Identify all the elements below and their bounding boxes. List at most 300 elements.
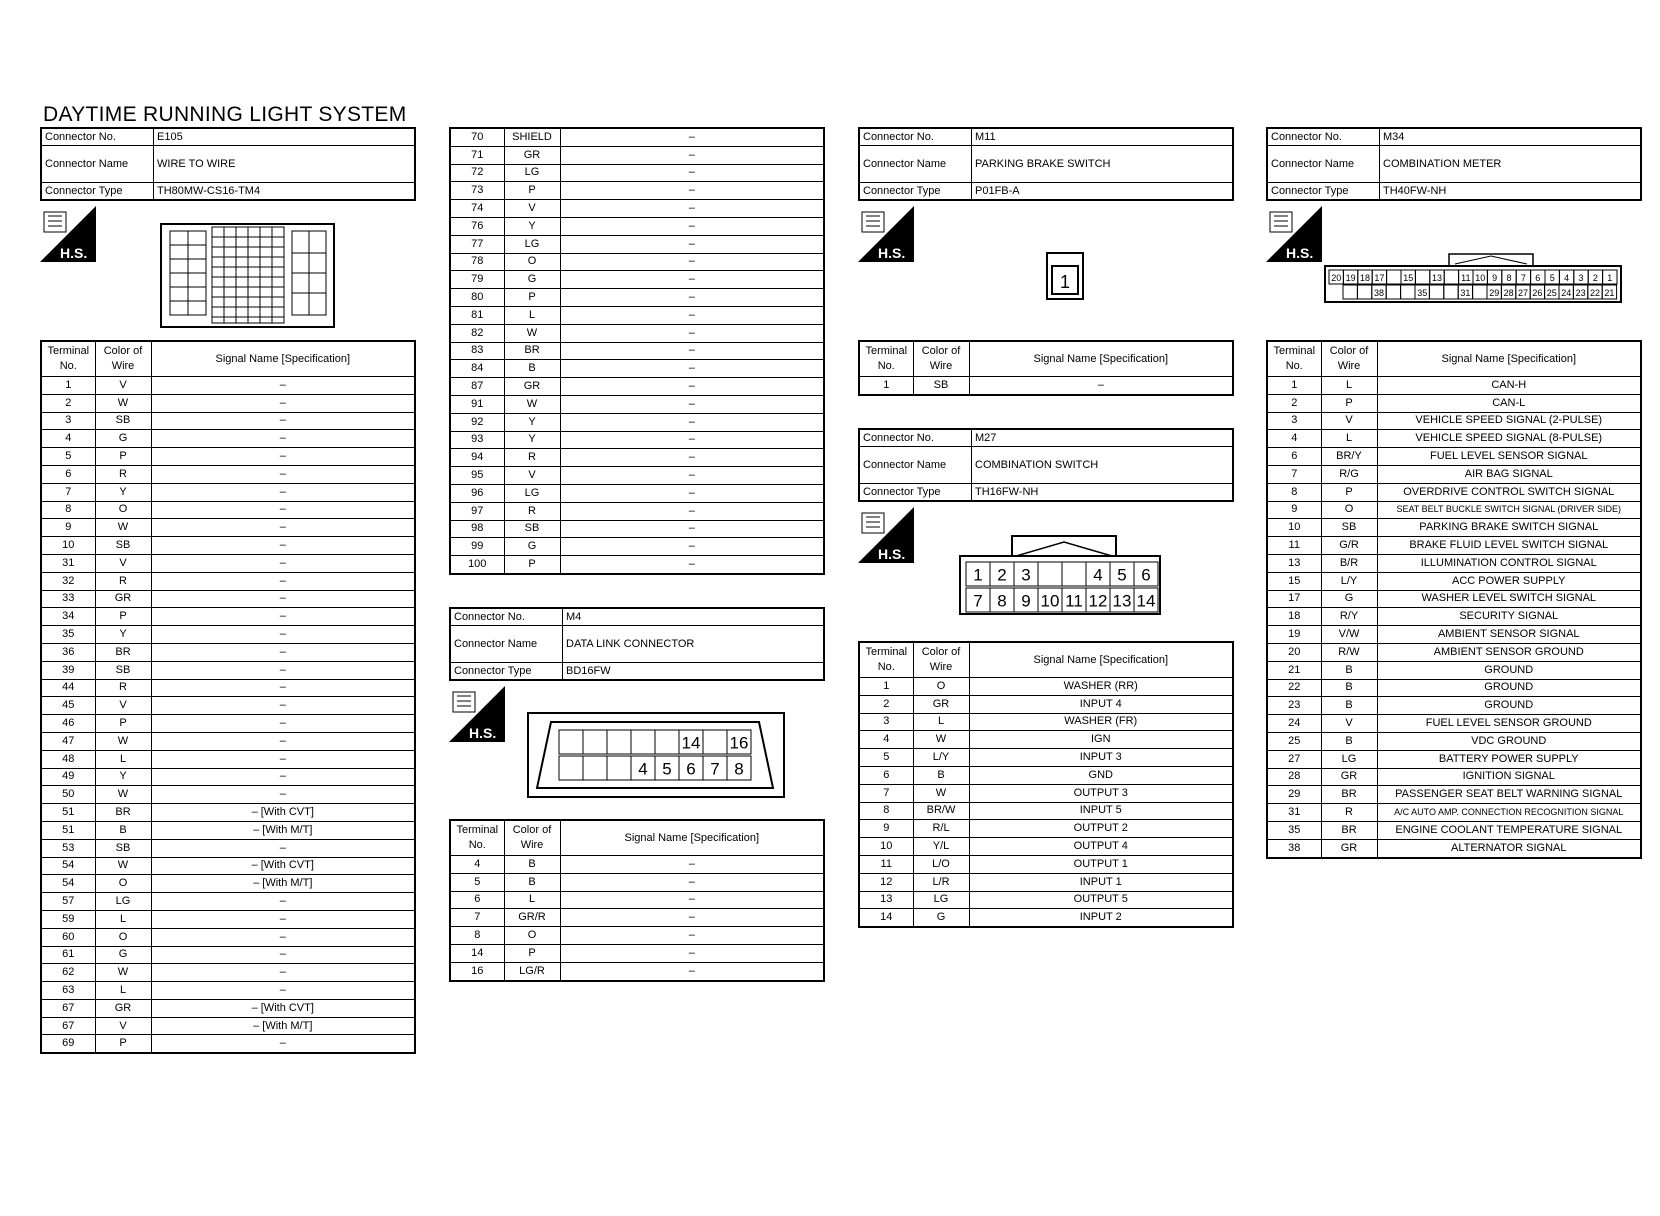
pin-number: 15 (1403, 272, 1414, 283)
pin-number: 16 (729, 733, 749, 753)
terminal-no-cell: 83 (450, 342, 504, 360)
wire-color-cell: Y (95, 768, 151, 786)
wire-color-cell: O (95, 928, 151, 946)
col-terminal-no: Terminal No. (859, 341, 913, 377)
pin-number: 1 (1607, 272, 1613, 283)
wire-color-cell: L (504, 306, 560, 324)
table-row (1267, 412, 1641, 430)
pin-number: 14 (1136, 591, 1156, 611)
terminal-no-cell: 8 (859, 802, 913, 820)
table-row (859, 855, 1233, 873)
pin-number: 9 (1021, 591, 1031, 611)
pin-number: 21 (1604, 287, 1615, 298)
table-row (1267, 626, 1641, 644)
table-row (450, 360, 824, 378)
table-row (1267, 554, 1641, 572)
terminal-no-cell: 2 (1267, 394, 1321, 412)
signal-name-cell: GROUND (1377, 697, 1641, 715)
wire-color-cell: W (95, 519, 151, 537)
signal-name-cell: – (151, 697, 415, 715)
pin-number: 13 (1431, 272, 1443, 283)
signal-name-cell: FUEL LEVEL SENSOR SIGNAL (1377, 448, 1641, 466)
terminal-no-cell: 4 (450, 856, 504, 874)
signal-name-cell: – (151, 750, 415, 768)
terminal-no-cell: 81 (450, 306, 504, 324)
wire-color-cell: Y/L (913, 838, 969, 856)
terminal-no-cell: 98 (450, 520, 504, 538)
signal-name-cell: – (151, 554, 415, 572)
signal-name-cell: – (560, 556, 824, 574)
table-row (450, 306, 824, 324)
wire-color-cell: BR/W (913, 802, 969, 820)
col-terminal-no: Terminal No. (41, 341, 95, 377)
wire-color-cell: G (504, 538, 560, 556)
connector-diagram-m27 (958, 532, 1164, 623)
signal-name-cell: BRAKE FLUID LEVEL SWITCH SIGNAL (1377, 537, 1641, 555)
wire-color-cell: GR (95, 590, 151, 608)
table-row (450, 873, 824, 891)
signal-name-cell: – (151, 519, 415, 537)
terminal-no-cell: 9 (859, 820, 913, 838)
wire-color-cell: GR (504, 378, 560, 396)
wire-color-cell: W (913, 731, 969, 749)
signal-name-cell: – (151, 910, 415, 928)
table-row (450, 164, 824, 182)
signal-name-cell: OVERDRIVE CONTROL SWITCH SIGNAL (1377, 483, 1641, 501)
wire-color-cell: O (1321, 501, 1377, 519)
table-row (1267, 804, 1641, 822)
terminal-no-cell: 20 (1267, 643, 1321, 661)
pin-number: 5 (1549, 272, 1555, 283)
wire-color-cell: O (95, 501, 151, 519)
wire-color-cell: GR (504, 146, 560, 164)
signal-name-cell: INPUT 2 (969, 909, 1233, 927)
terminal-no-cell: 3 (41, 412, 95, 430)
page-title: DAYTIME RUNNING LIGHT SYSTEM (43, 103, 407, 126)
pin-number: 4 (1093, 565, 1103, 585)
wire-color-cell: B (1321, 732, 1377, 750)
signal-name-cell: WASHER (RR) (969, 678, 1233, 696)
connector-diagram-m34 (1323, 250, 1623, 309)
wire-color-cell: R (1321, 804, 1377, 822)
terminal-no-cell: 84 (450, 360, 504, 378)
table-row (1267, 483, 1641, 501)
wire-color-cell: LG (504, 484, 560, 502)
connector-type-value: TH16FW-NH (972, 484, 1234, 502)
wire-color-cell: SB (95, 537, 151, 555)
wire-color-cell: L (504, 891, 560, 909)
table-row (41, 572, 415, 590)
signal-name-cell: – [With M/T] (151, 821, 415, 839)
signal-name-cell: – (560, 962, 824, 980)
pin-number: 31 (1460, 287, 1471, 298)
terminal-no-cell: 13 (1267, 554, 1321, 572)
terminal-no-cell: 77 (450, 235, 504, 253)
pin-number: 7 (710, 759, 720, 779)
connector-header-m4 (449, 607, 825, 681)
pin-number: 2 (1592, 272, 1598, 283)
table-row (41, 661, 415, 679)
terminal-no-cell: 78 (450, 253, 504, 271)
terminal-no-cell: 100 (450, 556, 504, 574)
terminal-no-cell: 6 (1267, 448, 1321, 466)
wire-color-cell: L (95, 910, 151, 928)
pin-cavity (631, 730, 655, 754)
terminal-no-cell: 61 (41, 946, 95, 964)
wire-color-cell: R/G (1321, 465, 1377, 483)
pin-number: 38 (1373, 287, 1385, 298)
wire-color-cell: G (504, 271, 560, 289)
connector-name-value: DATA LINK CONNECTOR (563, 626, 825, 663)
table-row (450, 927, 824, 945)
signal-name-cell: – (560, 449, 824, 467)
pin-number: 11 (1065, 591, 1083, 611)
col-signal-name: Signal Name [Specification] (969, 341, 1233, 377)
table-row (450, 467, 824, 485)
wire-color-cell: L (95, 982, 151, 1000)
table-row (41, 501, 415, 519)
table-row (41, 679, 415, 697)
wire-color-cell: L (1321, 430, 1377, 448)
hs-label: H.S. (878, 245, 906, 261)
wire-color-cell: GR (913, 695, 969, 713)
table-row (41, 608, 415, 626)
wire-color-cell: R/Y (1321, 608, 1377, 626)
terminal-no-cell: 51 (41, 821, 95, 839)
table-row (1267, 590, 1641, 608)
table-row (1267, 501, 1641, 519)
signal-name-cell: – (151, 1035, 415, 1053)
signal-name-cell: – (560, 856, 824, 874)
table-row (450, 128, 824, 146)
signal-name-cell: – (560, 927, 824, 945)
pin-cavity (607, 730, 631, 754)
table-row (1267, 786, 1641, 804)
table-row (41, 465, 415, 483)
terminal-no-cell: 47 (41, 732, 95, 750)
table-row (1267, 821, 1641, 839)
terminal-no-cell: 53 (41, 839, 95, 857)
terminal-no-cell: 8 (450, 927, 504, 945)
col-signal-name: Signal Name [Specification] (560, 820, 824, 856)
pin-cavity (1415, 270, 1429, 284)
wire-color-cell: SB (1321, 519, 1377, 537)
signal-name-cell: SECURITY SIGNAL (1377, 608, 1641, 626)
signal-name-cell: – (151, 465, 415, 483)
table-row (450, 449, 824, 467)
table-row (859, 802, 1233, 820)
table-row (450, 182, 824, 200)
wire-color-cell: B (1321, 679, 1377, 697)
wire-color-cell: O (95, 875, 151, 893)
signal-name-cell: – (560, 324, 824, 342)
signal-name-cell: – (560, 360, 824, 378)
signal-name-cell: – (560, 253, 824, 271)
terminal-no-cell: 2 (859, 695, 913, 713)
wire-color-cell: P (504, 944, 560, 962)
harness-side-icon (858, 206, 914, 262)
signal-name-cell: ALTERNATOR SIGNAL (1377, 839, 1641, 857)
table-row (1267, 768, 1641, 786)
table-row (41, 554, 415, 572)
pin-cavity (559, 756, 583, 780)
label-connector-name: Connector Name (1267, 146, 1380, 183)
hs-label: H.S. (60, 245, 88, 261)
pin-number: 23 (1575, 287, 1586, 298)
wire-color-cell: LG (95, 893, 151, 911)
table-row (41, 626, 415, 644)
hs-label: H.S. (878, 546, 906, 562)
table-row (1267, 430, 1641, 448)
terminal-no-cell: 44 (41, 679, 95, 697)
table-row (1267, 537, 1641, 555)
wire-color-cell: R/W (1321, 643, 1377, 661)
signal-name-cell: – (151, 377, 415, 395)
terminal-no-cell: 7 (1267, 465, 1321, 483)
signal-name-cell: – (560, 467, 824, 485)
wire-color-cell: G (1321, 590, 1377, 608)
table-row (450, 289, 824, 307)
signal-name-cell: – (151, 394, 415, 412)
wire-color-cell: LG (913, 891, 969, 909)
signal-name-cell: CAN-H (1377, 377, 1641, 395)
table-row (859, 891, 1233, 909)
col-color-of-wire: Color of Wire (504, 820, 560, 856)
signal-name-cell: – (560, 235, 824, 253)
wire-color-cell: R (504, 449, 560, 467)
label-connector-type: Connector Type (450, 663, 563, 681)
terminal-no-cell: 69 (41, 1035, 95, 1053)
signal-name-cell: ENGINE COOLANT TEMPERATURE SIGNAL (1377, 821, 1641, 839)
signal-name-cell: – (151, 679, 415, 697)
terminal-no-cell: 67 (41, 1017, 95, 1035)
wire-color-cell: B (1321, 697, 1377, 715)
table-row (450, 520, 824, 538)
connector-no-value: M11 (972, 128, 1234, 146)
signal-name-cell: A/C AUTO AMP. CONNECTION RECOGNITION SIGNAL (1377, 804, 1641, 822)
terminal-no-cell: 6 (41, 465, 95, 483)
wire-color-cell: P (504, 289, 560, 307)
pin-number: 5 (1117, 565, 1127, 585)
table-row (41, 893, 415, 911)
wire-color-cell: W (504, 395, 560, 413)
terminal-no-cell: 9 (41, 519, 95, 537)
harness-side-icon (449, 686, 505, 742)
terminal-no-cell: 72 (450, 164, 504, 182)
pin-cavity (1473, 285, 1487, 299)
table-row (859, 713, 1233, 731)
col-signal-name: Signal Name [Specification] (969, 642, 1233, 678)
signal-name-cell: – (151, 732, 415, 750)
label-connector-no: Connector No. (1267, 128, 1380, 146)
table-row (859, 377, 1233, 395)
signal-name-cell: INPUT 4 (969, 695, 1233, 713)
table-row (450, 484, 824, 502)
signal-name-cell: – (151, 715, 415, 733)
wire-color-cell: R/L (913, 820, 969, 838)
signal-name-cell: – (560, 909, 824, 927)
terminal-no-cell: 25 (1267, 732, 1321, 750)
signal-name-cell: – (151, 964, 415, 982)
terminal-no-cell: 32 (41, 572, 95, 590)
table-row (41, 910, 415, 928)
hs-label: H.S. (469, 725, 497, 741)
terminal-no-cell: 82 (450, 324, 504, 342)
wire-color-cell: LG (504, 164, 560, 182)
pin-cavity (1444, 285, 1458, 299)
connector-name-value: COMBINATION SWITCH (972, 447, 1234, 484)
terminal-no-cell: 7 (859, 784, 913, 802)
wire-color-cell: P (504, 182, 560, 200)
table-row (859, 695, 1233, 713)
table-row (41, 1017, 415, 1035)
terminal-no-cell: 28 (1267, 768, 1321, 786)
connector-type-value: BD16FW (563, 663, 825, 681)
table-row (859, 909, 1233, 927)
table-row (41, 875, 415, 893)
signal-name-cell: ILLUMINATION CONTROL SIGNAL (1377, 554, 1641, 572)
terminal-no-cell: 95 (450, 467, 504, 485)
signal-name-cell: OUTPUT 1 (969, 855, 1233, 873)
terminal-no-cell: 54 (41, 875, 95, 893)
terminal-no-cell: 22 (1267, 679, 1321, 697)
signal-name-cell: OUTPUT 5 (969, 891, 1233, 909)
table-row (450, 146, 824, 164)
wire-color-cell: R (95, 679, 151, 697)
terminal-no-cell: 59 (41, 910, 95, 928)
signal-name-cell: – (151, 572, 415, 590)
table-row (41, 732, 415, 750)
signal-name-cell: – (560, 342, 824, 360)
wire-color-cell: B (504, 856, 560, 874)
table-row (450, 217, 824, 235)
pin-number: 28 (1503, 287, 1514, 298)
connector-no-value: E105 (154, 128, 416, 146)
harness-side-icon (1266, 206, 1322, 262)
terminal-no-cell: 27 (1267, 750, 1321, 768)
signal-name-cell: – (151, 501, 415, 519)
pin-number: 20 (1331, 272, 1342, 283)
wire-color-cell: V (95, 1017, 151, 1035)
wire-color-cell: LG/R (504, 962, 560, 980)
wire-color-cell: BR (95, 643, 151, 661)
wire-color-cell: O (504, 253, 560, 271)
terminal-no-cell: 35 (1267, 821, 1321, 839)
wire-color-cell: G (95, 430, 151, 448)
signal-name-cell: – (151, 928, 415, 946)
wire-color-cell: B/R (1321, 554, 1377, 572)
terminal-no-cell: 5 (41, 448, 95, 466)
terminal-table-m11 (858, 340, 1234, 396)
signal-name-cell: INPUT 5 (969, 802, 1233, 820)
table-row (1267, 679, 1641, 697)
terminal-no-cell: 3 (1267, 412, 1321, 430)
signal-name-cell: – (151, 946, 415, 964)
terminal-no-cell: 4 (1267, 430, 1321, 448)
wire-color-cell: R (504, 502, 560, 520)
wire-color-cell: BR (1321, 786, 1377, 804)
wire-color-cell: B (504, 873, 560, 891)
terminal-no-cell: 46 (41, 715, 95, 733)
table-row (41, 715, 415, 733)
signal-name-cell: – [With CVT] (151, 857, 415, 875)
wire-color-cell: R (95, 572, 151, 590)
terminal-no-cell: 5 (450, 873, 504, 891)
terminal-no-cell: 60 (41, 928, 95, 946)
wire-color-cell: R (95, 465, 151, 483)
table-row (41, 1035, 415, 1053)
wire-color-cell: B (95, 821, 151, 839)
terminal-no-cell: 73 (450, 182, 504, 200)
signal-name-cell: IGNITION SIGNAL (1377, 768, 1641, 786)
signal-name-cell: WASHER LEVEL SWITCH SIGNAL (1377, 590, 1641, 608)
table-row (859, 820, 1233, 838)
connector-diagram-m4 (527, 712, 787, 805)
wire-color-cell: V (1321, 412, 1377, 430)
wire-color-cell: GR (1321, 768, 1377, 786)
table-row (41, 821, 415, 839)
signal-name-cell: – (151, 839, 415, 857)
terminal-no-cell: 35 (41, 626, 95, 644)
pin-cavity (1386, 285, 1400, 299)
table-row (450, 962, 824, 980)
wire-color-cell: P (95, 448, 151, 466)
signal-name-cell: INPUT 3 (969, 749, 1233, 767)
signal-name-cell: WASHER (FR) (969, 713, 1233, 731)
wire-color-cell: G/R (1321, 537, 1377, 555)
terminal-no-cell: 96 (450, 484, 504, 502)
table-row (1267, 394, 1641, 412)
col-color-of-wire: Color of Wire (95, 341, 151, 377)
wire-color-cell: B (913, 766, 969, 784)
connector-header-m34 (1266, 127, 1642, 201)
signal-name-cell: – [With CVT] (151, 804, 415, 822)
terminal-no-cell: 94 (450, 449, 504, 467)
pin-cavity (583, 730, 607, 754)
terminal-no-cell: 1 (41, 377, 95, 395)
wire-color-cell: SB (504, 520, 560, 538)
signal-name-cell: SEAT BELT BUCKLE SWITCH SIGNAL (DRIVER SIDE) (1377, 501, 1641, 519)
col-terminal-no: Terminal No. (450, 820, 504, 856)
wire-color-cell: W (95, 786, 151, 804)
pin-number: 4 (638, 759, 648, 779)
terminal-no-cell: 15 (1267, 572, 1321, 590)
table-row (41, 412, 415, 430)
signal-name-cell: – (151, 608, 415, 626)
wire-color-cell: W (95, 394, 151, 412)
signal-name-cell: – (560, 395, 824, 413)
pin-number: 25 (1546, 287, 1557, 298)
connector-header-m27 (858, 428, 1234, 502)
terminal-table-e105-continued (449, 127, 825, 575)
pin-number: 35 (1417, 287, 1428, 298)
wire-color-cell: V (95, 554, 151, 572)
terminal-no-cell: 10 (1267, 519, 1321, 537)
table-row (450, 378, 824, 396)
table-row (1267, 839, 1641, 857)
terminal-no-cell: 57 (41, 893, 95, 911)
signal-name-cell: – (151, 537, 415, 555)
connector-diagram-m11 (1046, 252, 1086, 307)
wire-color-cell: L (913, 713, 969, 731)
label-connector-type: Connector Type (1267, 183, 1380, 201)
connector-header-m11 (858, 127, 1234, 201)
terminal-no-cell: 29 (1267, 786, 1321, 804)
signal-name-cell: – (560, 484, 824, 502)
terminal-no-cell: 38 (1267, 839, 1321, 857)
terminal-no-cell: 45 (41, 697, 95, 715)
terminal-table-m27 (858, 641, 1234, 928)
